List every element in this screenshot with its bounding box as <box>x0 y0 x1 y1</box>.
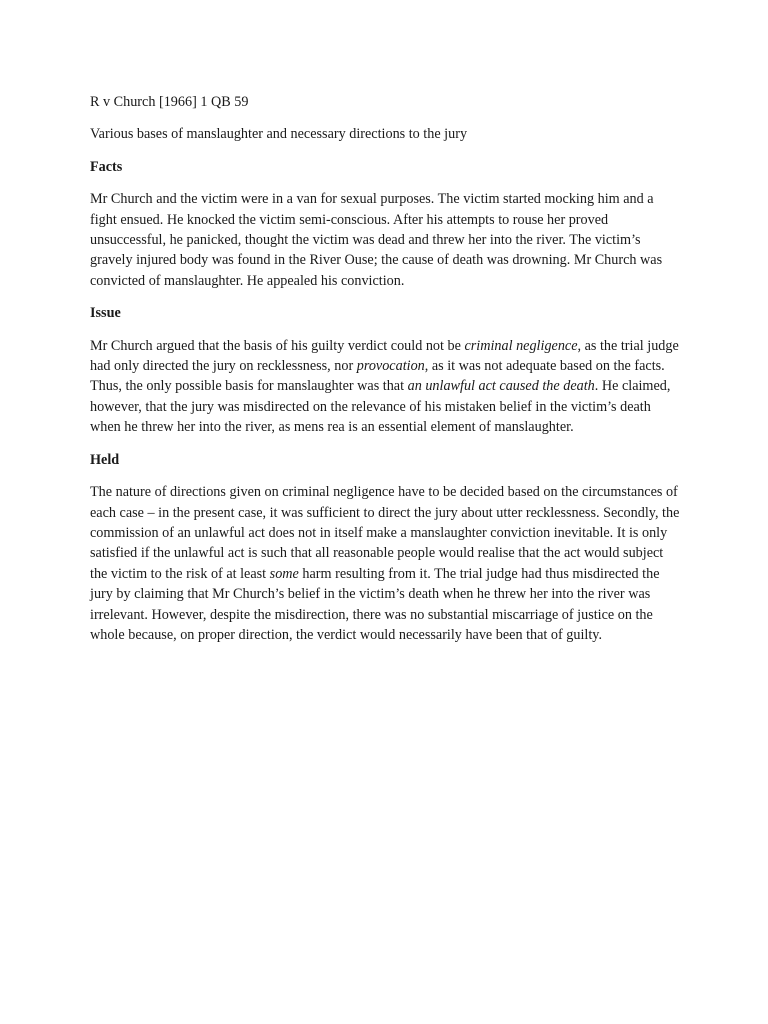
issue-text-4: . He claimed, however, that the jury was misdirected on the relevance of his mistaken belief in the victim’s death when he threw her into the river, as mens rea is an essential element of manslaughter. <box>90 378 671 436</box>
issue-emphasis-unlawful-act: an unlawful act caused the death <box>407 378 595 395</box>
issue-text-2: , as the trial judge had only directed the jury on recklessness, nor <box>90 337 679 375</box>
held-text-2: harm resulting from it. The trial judge had thus misdirected the jury by claiming that Mr Church’s belief in the victim’s death when he threw her into the river was irrelevant. However, despite the misdirection, there was no substantial miscarriage of justice on the whole because, on proper direction, the verdict would necessarily have been that of guilty. <box>90 565 660 643</box>
issue-text-1: Mr Church argued that the basis of his guilty verdict could not be <box>90 337 465 354</box>
document-body <box>90 92 682 657</box>
case-subtitle: Various bases of manslaughter and necessary directions to the jury <box>90 126 468 143</box>
held-heading: Held <box>90 451 120 468</box>
held-text-1: The nature of directions given on criminal negligence have to be decided based on the circumstances of each case – in the present case, it was sufficient to direct the jury about utter recklessness. Secondly, the commission of an unlawful act does not in itself make a manslaughter conviction inevitable. It is only satisfied if the unlawful act is such that all reasonable people would realise that the act would subject the victim to the risk of at least <box>90 484 680 582</box>
held-paragraph <box>90 482 682 645</box>
facts-heading: Facts <box>90 158 123 175</box>
issue-emphasis-criminal-negligence: criminal negligence <box>464 337 578 354</box>
facts-paragraph: Mr Church and the victim were in a van for sexual purposes. The victim started mocking him and a fight ensued. He knocked the victim semi-conscious. After his attempts to rouse her proved unsuccessful, he panicked, thought the victim was dead and threw her into the river. The victim’s gravely injured body was found in the River Ouse; the cause of death was drowning. Mr Church was convicted of manslaughter. He appealed his conviction. <box>90 191 663 289</box>
issue-heading: Issue <box>90 305 121 322</box>
case-citation: R v Church [1966] 1 QB 59 <box>90 94 249 110</box>
issue-text-3: , as it was not adequate based on the facts. Thus, the only possible basis for manslaughter was that <box>90 358 665 395</box>
held-emphasis-some: some <box>269 565 299 582</box>
issue-emphasis-provocation: provocation <box>356 358 425 375</box>
issue-paragraph <box>90 336 682 438</box>
